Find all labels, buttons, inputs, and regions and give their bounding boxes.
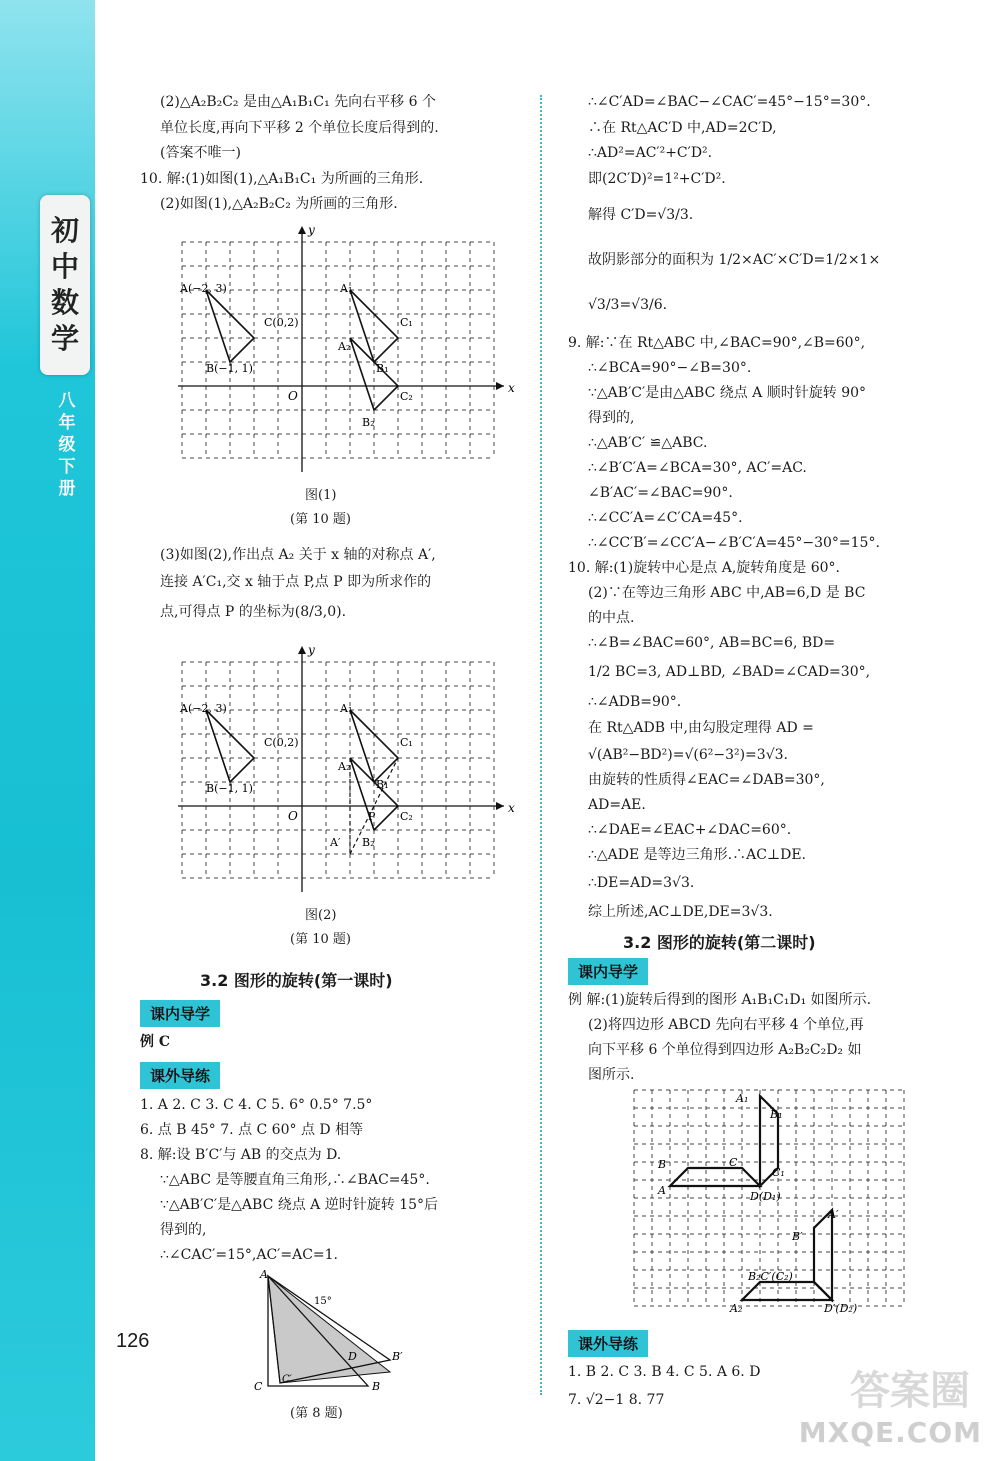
text-line: ∴AD²=AC′²+C′D².	[588, 145, 713, 161]
text-line: (2)∵在等边三角形 ABC 中,AB=6,D 是 BC	[588, 585, 866, 601]
text-line: ∴∠B′C′A=∠BCA=30°, AC′=AC.	[588, 460, 807, 476]
svg-text:B₂: B₂	[362, 416, 375, 429]
grade-label: 八年级下册	[58, 391, 76, 499]
svg-text:y: y	[308, 223, 315, 237]
svg-text:B₂C′(C₂): B₂C′(C₂)	[748, 1270, 793, 1283]
text-line: 9. 解:∵在 Rt△ABC 中,∠BAC=90°,∠B=60°,	[568, 335, 866, 351]
answer-line: 1. B 2. C 3. B 4. C 5. A 6. D	[568, 1364, 761, 1380]
svg-text:B(−1, 1): B(−1, 1)	[206, 782, 253, 795]
svg-text:A′: A′	[330, 836, 341, 849]
svg-text:B₁: B₁	[376, 778, 389, 791]
svg-text:B₂: B₂	[362, 836, 375, 849]
text-line: ∴在 Rt△AC′D 中,AD=2C′D,	[588, 120, 777, 136]
text-line: 1/2 BC=3, AD⊥BD, ∠BAD=∠CAD=30°,	[588, 664, 871, 680]
text-line: 得到的,	[588, 410, 635, 426]
quad-rotated	[814, 1210, 832, 1300]
svg-text:O: O	[288, 809, 298, 823]
text-line: ∴∠CC′A=∠C′CA=45°.	[588, 510, 743, 526]
svg-text:x: x	[508, 801, 515, 815]
text-line: √(AB²−BD²)=√(6²−3²)=3√3.	[588, 747, 788, 763]
text-line: ∴DE=AD=3√3.	[588, 875, 695, 891]
section-title: 3.2 图形的旋转(第一课时)	[200, 971, 393, 990]
section-tag: 课外导练	[568, 1330, 648, 1357]
coordinate-figure-2	[178, 642, 518, 892]
text-line: (2)将四边形 ABCD 先向右平移 4 个单位,再	[588, 1017, 864, 1033]
watermark-logo: 答案圈	[850, 1368, 970, 1414]
svg-text:B(−1, 1): B(−1, 1)	[206, 362, 253, 375]
rotation-grid-figure	[632, 1088, 922, 1320]
svg-text:C₁: C₁	[400, 736, 413, 749]
text-line: 解得 C′D=√3/3.	[588, 207, 694, 223]
text-line: ∵△AB′C′是△ABC 绕点 A 逆时针旋转 15°后	[160, 1197, 439, 1213]
coordinate-figure-1	[178, 222, 518, 472]
text-line: ∵△AB′C′是由△ABC 绕点 A 顺时针旋转 90°	[588, 385, 867, 401]
section-tag: 课内导学	[140, 1000, 220, 1027]
svg-text:A₂: A₂	[338, 760, 351, 773]
triangle-figure-8	[240, 1268, 440, 1398]
text-line: 例 C	[140, 1034, 171, 1050]
text-line: ∠B′AC′=∠BAC=90°.	[588, 485, 733, 501]
figure-subcaption: (第 8 题)	[290, 1406, 343, 1421]
svg-text:C(0,2): C(0,2)	[264, 736, 299, 749]
svg-text:D: D	[348, 1350, 357, 1363]
figure-caption: 图(2)	[305, 908, 337, 923]
svg-text:D(D₁): D(D₁)	[750, 1190, 781, 1203]
figure-subcaption: (第 10 题)	[290, 512, 351, 527]
svg-text:P: P	[368, 810, 376, 823]
text-line: ∴∠DAE=∠EAC+∠DAC=60°.	[588, 822, 792, 838]
svg-text:C: C	[729, 1156, 738, 1169]
text-line: (3)如图(2),作出点 A₂ 关于 x 轴的对称点 A′,	[160, 547, 436, 563]
figure-subcaption: (第 10 题)	[290, 932, 351, 947]
text-line: ∴∠B=∠BAC=60°, AB=BC=6, BD=	[588, 635, 836, 651]
answer-line: 1. A 2. C 3. C 4. C 5. 6° 0.5° 7.5°	[140, 1097, 373, 1113]
svg-text:y: y	[308, 643, 315, 657]
quad-a2b2c2d2	[742, 1282, 832, 1300]
svg-text:C(0,2): C(0,2)	[264, 316, 299, 329]
text-line: ∴∠CC′B′=∠CC′A−∠B′C′A=45°−30°=15°.	[588, 535, 880, 551]
svg-text:C₂: C₂	[400, 390, 413, 403]
text-line: 10. 解:(1)如图(1),△A₁B₁C₁ 为所画的三角形.	[140, 171, 424, 187]
svg-text:A₁: A₁	[736, 1092, 749, 1105]
section-tag: 课外导练	[140, 1062, 220, 1089]
text-line: ∴∠ADB=90°.	[588, 694, 682, 710]
brand-char: 学	[50, 322, 79, 355]
svg-text:A₁: A₁	[340, 702, 353, 715]
svg-text:C₁: C₁	[400, 316, 413, 329]
text-line: (2)如图(1),△A₂B₂C₂ 为所画的三角形.	[160, 196, 398, 212]
svg-text:A(−2, 3): A(−2, 3)	[180, 702, 227, 715]
text-line: ∴△ADE 是等边三角形.∴AC⊥DE.	[588, 847, 807, 863]
text-line: ∴∠CAC′=15°,AC′=AC=1.	[160, 1247, 338, 1263]
answer-line: 7. √2−1 8. 77	[568, 1392, 665, 1408]
svg-text:C₁: C₁	[772, 1166, 785, 1179]
svg-text:C: C	[254, 1380, 263, 1393]
figure-caption: 图(1)	[305, 488, 337, 503]
text-line: 单位长度,再向下平移 2 个单位长度后得到的.	[160, 120, 439, 136]
svg-text:15°: 15°	[314, 1296, 332, 1307]
text-line: ∴∠C′AD=∠BAC−∠CAC′=45°−15°=30°.	[588, 94, 871, 110]
text-line: 8. 解:设 B′C′与 AB 的交点为 D.	[140, 1147, 342, 1163]
brand-char: 中	[50, 250, 79, 283]
column-divider	[540, 95, 542, 1395]
text-line: 即(2C′D)²=1²+C′D².	[588, 171, 726, 187]
text-line: 例 解:(1)旋转后得到的图形 A₁B₁C₁D₁ 如图所示.	[568, 992, 872, 1008]
svg-text:A₁: A₁	[340, 282, 353, 295]
svg-text:A′: A′	[828, 1208, 839, 1221]
brand-char: 数	[50, 286, 79, 319]
text-line: 10. 解:(1)旋转中心是点 A,旋转角度是 60°.	[568, 560, 840, 576]
answer-line: 6. 点 B 45° 7. 点 C 60° 点 D 相等	[140, 1122, 364, 1138]
text-line: 连接 A′C₁,交 x 轴于点 P,点 P 即为所求作的	[160, 574, 432, 590]
text-line: 故阴影部分的面积为 1/2×AC′×C′D=1/2×1×	[588, 252, 881, 268]
svg-text:C′: C′	[282, 1374, 292, 1385]
page-number: 126	[116, 1330, 150, 1352]
svg-text:O: O	[288, 389, 298, 403]
text-line: 由旋转的性质得∠EAC=∠DAB=30°,	[588, 772, 825, 788]
svg-text:A₂: A₂	[730, 1302, 743, 1315]
shaded-region	[268, 1276, 390, 1383]
svg-text:B′: B′	[392, 1350, 403, 1363]
text-line: ∴△AB′C′ ≌△ABC.	[588, 435, 708, 451]
text-line: 向下平移 6 个单位得到四边形 A₂B₂C₂D₂ 如	[588, 1042, 862, 1058]
svg-text:B: B	[372, 1380, 381, 1393]
text-line: 综上所述,AC⊥DE,DE=3√3.	[588, 904, 773, 920]
text-line: 在 Rt△ADB 中,由勾股定理得 AD =	[588, 720, 814, 736]
svg-text:B: B	[658, 1158, 667, 1171]
text-line: 图所示.	[588, 1067, 635, 1083]
svg-text:B′: B′	[792, 1230, 803, 1243]
section-title: 3.2 图形的旋转(第二课时)	[623, 933, 816, 952]
text-line: ∵△ABC 是等腰直角三角形,∴∠BAC=45°.	[160, 1172, 430, 1188]
text-line: (2)△A₂B₂C₂ 是由△A₁B₁C₁ 先向右平移 6 个	[160, 94, 436, 110]
text-line: 的中点.	[588, 610, 635, 626]
svg-text:A: A	[260, 1268, 268, 1281]
text-line: ∴∠BCA=90°−∠B=30°.	[588, 360, 752, 376]
svg-text:A(−2, 3): A(−2, 3)	[180, 282, 227, 295]
svg-text:A₂: A₂	[338, 340, 351, 353]
text-line: (答案不唯一)	[160, 145, 241, 161]
watermark-site: MXQE.COM	[798, 1416, 982, 1449]
text-line: 点,可得点 P 的坐标为(8/3,0).	[160, 604, 347, 620]
text-line: 得到的,	[160, 1222, 207, 1238]
svg-text:B₁: B₁	[376, 362, 389, 375]
section-tag: 课内导学	[568, 958, 648, 985]
svg-text:x: x	[508, 381, 515, 395]
text-line: √3/3=√3/6.	[588, 297, 668, 313]
text-line: AD=AE.	[588, 797, 646, 813]
book-brand-label	[40, 195, 90, 375]
brand-char: 初	[50, 214, 79, 247]
svg-text:A: A	[658, 1184, 666, 1197]
svg-text:C₂: C₂	[400, 810, 413, 823]
svg-text:B₁: B₁	[770, 1108, 783, 1121]
svg-text:D′(D₂): D′(D₂)	[824, 1302, 858, 1315]
quad-abcd	[670, 1168, 760, 1186]
